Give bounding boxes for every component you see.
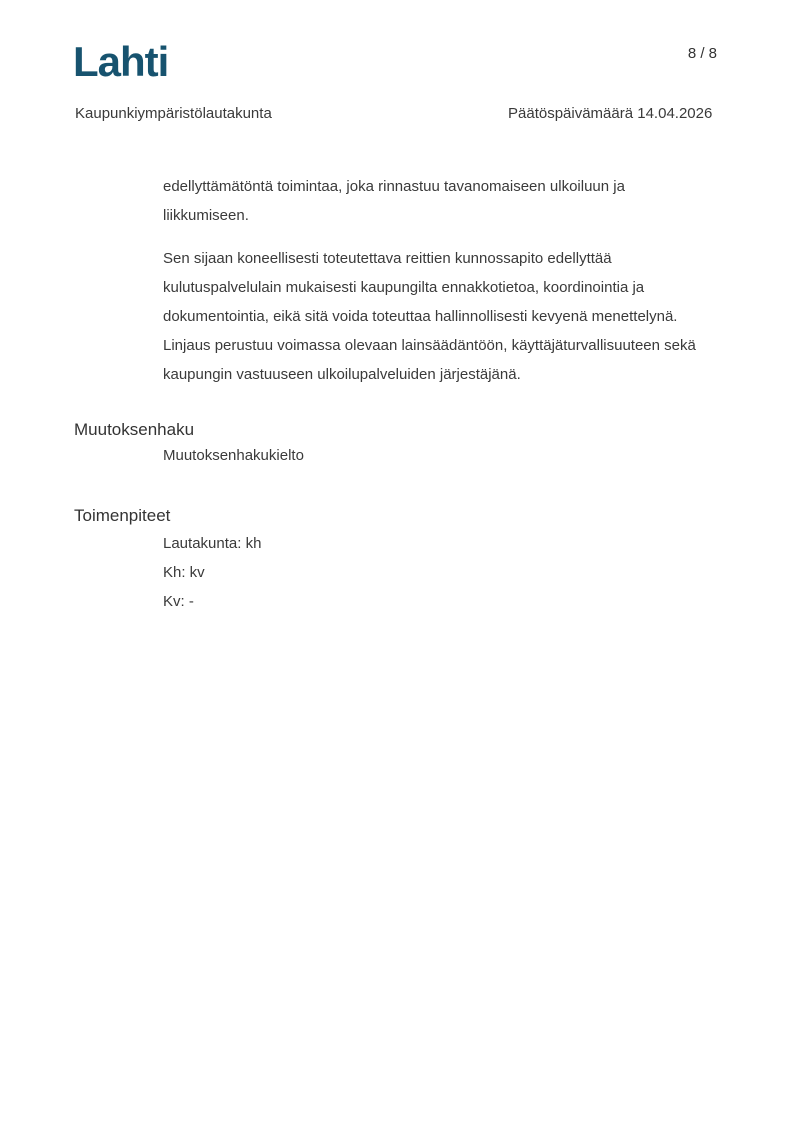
body-paragraph: [163, 244, 743, 389]
section-body: [163, 445, 304, 467]
section-heading-muutoksenhaku: Muutoksenhaku: [74, 420, 195, 439]
decision-date: Päätöspäivämäärä 14.04.2026: [508, 105, 713, 122]
paragraph-line: edellyttämätöntä toimintaa, joka rinnastuu tavanomaiseen ulkoiluun ja: [163, 178, 625, 195]
section-line: Lautakunta: kh: [163, 535, 262, 552]
lahti-logo: Lahti: [73, 38, 169, 85]
section-heading-toimenpiteet: Toimenpiteet: [74, 506, 171, 525]
paragraph-line: Sen sijaan koneellisesti toteutettava reittien kunnossapito edellyttää: [163, 250, 612, 267]
section-line: Kv: -: [163, 593, 194, 610]
body-text: [163, 172, 743, 403]
page-number: 8 / 8: [687, 45, 717, 62]
section-line: Muutoksenhakukielto: [163, 447, 304, 464]
committee-name: Kaupunkiympäristölautakunta: [75, 105, 272, 122]
section-body: [163, 529, 261, 616]
paragraph-line: dokumentointia, eikä sitä voida toteuttaa hallinnollisesti kevyenä menettelynä.: [163, 308, 678, 325]
section-line: Kh: kv: [163, 564, 205, 581]
body-paragraph: [163, 172, 743, 230]
paragraph-line: kaupungin vastuuseen ulkoilupalveluiden järjestäjänä.: [163, 366, 521, 383]
paragraph-line: kulutuspalvelulain mukaisesti kaupungilta ennakkotietoa, koordinointia ja: [163, 279, 645, 296]
paragraph-line: liikkumiseen.: [163, 207, 249, 224]
paragraph-line: Linjaus perustuu voimassa olevaan lainsäädäntöön, käyttäjäturvallisuuteen sekä: [163, 337, 696, 354]
